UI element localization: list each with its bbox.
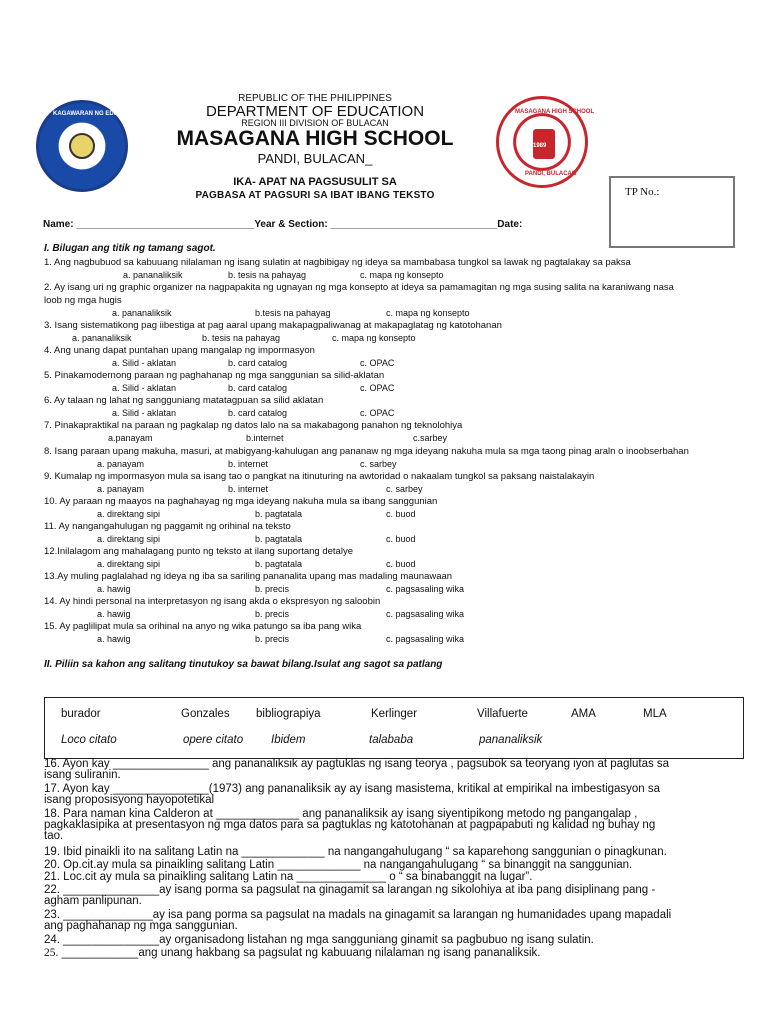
question-text: 1. Ang nagbubuod sa kabuuang nilalaman ng isang sulatin at nagbibigay ng ideya sa mambabasa tungkol sa lawak ng pagtalakay sa paksa (44, 257, 631, 268)
exam-title: IKA- APAT NA PAGSUSULIT SA (233, 176, 397, 188)
fill-in-item (44, 935, 734, 946)
answer-option: b. precis (255, 584, 290, 594)
word-choice: Gonzales (181, 708, 230, 720)
answer-option: b. card catalog (228, 383, 288, 393)
question-text: 2. Ay isang uri ng graphic organizer na nagpapakita ng ugnayan ng mga konsepto at ideya sa pamamagitan ng mga susing salita na karaniwang nasa (44, 282, 674, 293)
item-line: 22. _______________ay isang porma sa pagsulat na ginagamit sa larangan ng sikolohiya at iba pang disiplinang pang - (44, 884, 656, 896)
item-text: ____________ang unang hakbang sa pagsulat ng kabuuang nilalaman ng isang pananaliksik. (58, 947, 541, 959)
part1-heading: I. Bilugan ang titik ng tamang sagot. (44, 243, 216, 254)
answer-option: b. precis (255, 634, 290, 644)
question-text: 3. Isang sistematikong pag iibestiga at pag aaral upang makapagpaliwanag at makapaglatag ng katotohanan (44, 320, 502, 331)
answer-option: b. pagtatala (255, 534, 303, 544)
left-seal-text: KAGAWARAN NG EDUKASYON (53, 111, 144, 117)
word-choice: talababa (369, 734, 414, 746)
republic-heading: REPUBLIC OF THE PHILIPPINES (238, 93, 392, 104)
answer-option: b. pagtatala (255, 509, 303, 519)
item-line: 19. Ibid pinaikli ito na salitang Latin na _____________ na nangangahulugang “ sa kaparehong sanggunian o pinagkunan. (44, 846, 667, 858)
answer-option: c. sarbey (360, 459, 397, 469)
item-line: pagkaklasipika at presentasyon ng mga datos para sa pagtuklas ng katotohanan at pagpapabuti ng kalidad ng buhay ng (44, 819, 656, 831)
question-text: 8. Isang paraan upang makuha, masuri, at mabigyang-kahulugan ang pananaw ng mga ideyang nakuha mula sa mga taong pinag araln o inoobserbahan (44, 446, 689, 457)
item-line: ang paghahanap ng mga sanggunian. (44, 920, 238, 932)
item-line: 18. Para naman kina Calderon at _____________ ang pananaliksik ay isang siyentipikong metodo ng pangangalap , (44, 808, 638, 820)
item-line: tao. (44, 830, 64, 842)
answer-option: b.internet (246, 433, 284, 443)
torch-emblem-icon (69, 133, 95, 159)
tp-number-box (609, 176, 735, 248)
item-line: 23. ______________ay isa pang porma sa pagsulat na madals na ginagamit sa larangan ng humanidades upang mapadali (44, 909, 672, 921)
answer-option: a. direktang sipi (97, 534, 161, 544)
question-text: 12.Inilalagom ang mahalagang punto ng teksto at ilang suportang detalye (44, 546, 353, 557)
question-text-continued: loob ng mga hugis (44, 295, 122, 306)
answer-option: a. hawig (97, 584, 131, 594)
fill-in-item (44, 759, 734, 781)
fill-in-item (44, 847, 734, 858)
word-choice: bibliograpiya (256, 708, 321, 720)
answer-option: a. hawig (97, 634, 131, 644)
answer-option: c.sarbey (413, 433, 448, 443)
word-choice: AMA (571, 708, 596, 720)
question-text: 14. Ay hindi personal na interpretasyon ng isang akda o ekspresyon ng saloobin (44, 596, 381, 607)
answer-option: b. tesis na pahayag (202, 333, 281, 343)
tp-label: TP No.: (625, 186, 660, 198)
fill-in-item (44, 910, 734, 932)
word-choice: Ibidem (271, 734, 306, 746)
question-text: 6. Ay talaan ng lahat ng sangguniang matatagpuan sa silid aklatan (44, 395, 324, 406)
answer-option: a. pananaliksik (72, 333, 132, 343)
answer-option: b.tesis na pahayag (255, 308, 331, 318)
item-line: 16. Ayon kay _______________ ang pananaliksik ay pagtuklas ng isang teorya , pagsubok sa teoryang iyon at paglutas sa (44, 758, 670, 770)
question-text: 9. Kumalap ng impormasyon mula sa isang tao o pangkat na itinuturing na awtoridad o nakaalam tungkol sa paksang naistalakayin (44, 471, 595, 482)
answer-option: c. buod (386, 559, 416, 569)
item-line: 20. Op.cit.ay mula sa pinaikling salitang Latin _____________ na nangangahulugang “ sa binanggit na sanggunian. (44, 859, 633, 871)
answer-option: c. pagsasaling wika (386, 609, 465, 619)
item-line: 17. Ayon kay _______________(1973) ang pananaliksik ay ay isang masistema, kritikal at empirikal na imbestigasyon sa (44, 783, 661, 795)
word-choice: Kerlinger (371, 708, 418, 720)
answer-option: c. mapa ng konsepto (332, 333, 416, 343)
item-number: 25. (44, 947, 59, 959)
fill-in-item (44, 872, 734, 883)
answer-option: c. pagsasaling wika (386, 584, 465, 594)
question-text: 5. Pinakamodernong paraan ng paghahanap ng mga sanggunian sa silid-aklatan (44, 370, 385, 381)
answer-option: a. pananaliksik (123, 270, 183, 280)
answer-option: c. mapa ng konsepto (386, 308, 470, 318)
answer-option: c. pagsasaling wika (386, 634, 465, 644)
fill-in-item (44, 948, 734, 959)
fill-in-item (44, 860, 734, 871)
department-heading: DEPARTMENT OF EDUCATION (205, 103, 425, 120)
word-choice: opere citato (183, 734, 244, 746)
item-line: 24. _______________ay organisadong listahan ng mga sangguniang ginamit sa pagbubuo ng isang sulatin. (44, 934, 594, 946)
answer-option: b. precis (255, 609, 290, 619)
answer-option: a. hawig (97, 609, 131, 619)
answer-option: b. tesis na pahayag (228, 270, 307, 280)
question-text: 10. Ay paraan ng maayos na paghahayag ng mga ideyang nakuha mula sa ibang sanggunian (44, 496, 438, 507)
name-section-date-line: Name: ________________________________Year & Section: ______________________________Date: (43, 219, 523, 230)
answer-option: a. panayam (97, 459, 145, 469)
answer-option: a. Silid - aklatan (112, 383, 177, 393)
right-seal-town: PANDI, BULACAN (525, 171, 577, 177)
word-choice: Loco citato (61, 734, 117, 746)
right-seal-year: 1989 (533, 143, 547, 149)
answer-option: a. Silid - aklatan (112, 408, 177, 418)
word-choice: Villafuerte (477, 708, 528, 720)
question-text: 11. Ay nangangahulugan ng paggamit ng orihinal na teksto (44, 521, 291, 532)
answer-option: b. internet (228, 484, 269, 494)
word-choice: pananaliksik (479, 734, 543, 746)
item-line: agham panlipunan. (44, 895, 142, 907)
item-line: isang suliranin. (44, 769, 121, 781)
answer-option: c. sarbey (386, 484, 423, 494)
school-name: MASAGANA HIGH SCHOOL (176, 127, 454, 150)
answer-option: c. buod (386, 534, 416, 544)
answer-option: b. card catalog (228, 358, 288, 368)
right-seal-text: MASAGANA HIGH SCHOOL (515, 109, 595, 115)
answer-option: c. OPAC (360, 358, 395, 368)
fill-in-item (44, 809, 734, 842)
question-text: 13.Ay muling paglalahad ng ideya ng iba sa sariling pananalita upang mas madaling maunawaan (44, 571, 453, 582)
word-choice: burador (61, 708, 101, 720)
answer-option: c. OPAC (360, 383, 395, 393)
region-heading: REGION III DIVISION OF BULACAN (241, 118, 389, 128)
question-text: 15. Ay paglilipat mula sa orihinal na anyo ng wika patungo sa iba pang wika (44, 621, 362, 632)
answer-option: b. card catalog (228, 408, 288, 418)
deped-seal-logo (36, 100, 144, 192)
answer-option: a. Silid - aklatan (112, 358, 177, 368)
fill-in-item (44, 885, 734, 907)
item-line: 21. Loc.cit ay mula sa pinaikling salitang Latin na ______________ o “ sa binabanggit na lugar”. (44, 871, 533, 883)
school-town: PANDI, BULACAN_ (257, 151, 373, 166)
part2-heading: II. Piliin sa kahon ang salitang tinutukoy sa bawat bilang.Isulat ang sagot sa patlang (44, 659, 443, 670)
answer-option: a.panayam (108, 433, 153, 443)
answer-option: c. buod (386, 509, 416, 519)
answer-option: a. panayam (97, 484, 145, 494)
answer-option: c. OPAC (360, 408, 395, 418)
answer-option: a. pananaliksik (112, 308, 172, 318)
answer-option: a. direktang sipi (97, 509, 161, 519)
word-choice: MLA (643, 708, 667, 720)
school-seal-logo (496, 96, 595, 188)
answer-option: a. direktang sipi (97, 559, 161, 569)
answer-option: c. mapa ng konsepto (360, 270, 444, 280)
item-line: isang proposisyong hayopotetikal (44, 794, 215, 806)
answer-option: b. internet (228, 459, 269, 469)
question-text: 7. Pinakapraktikal na paraan ng pagkalap ng datos lalo na sa makabagong panahon ng teknolohiya (44, 420, 463, 431)
exam-subtitle: PAGBASA AT PAGSURI SA IBAT IBANG TEKSTO (195, 190, 435, 201)
question-text: 4. Ang unang dapat puntahan upang mangalap ng impormasyon (44, 345, 315, 356)
word-choices-box (44, 697, 744, 759)
fill-in-item (44, 784, 734, 806)
answer-option: b. pagtatala (255, 559, 303, 569)
